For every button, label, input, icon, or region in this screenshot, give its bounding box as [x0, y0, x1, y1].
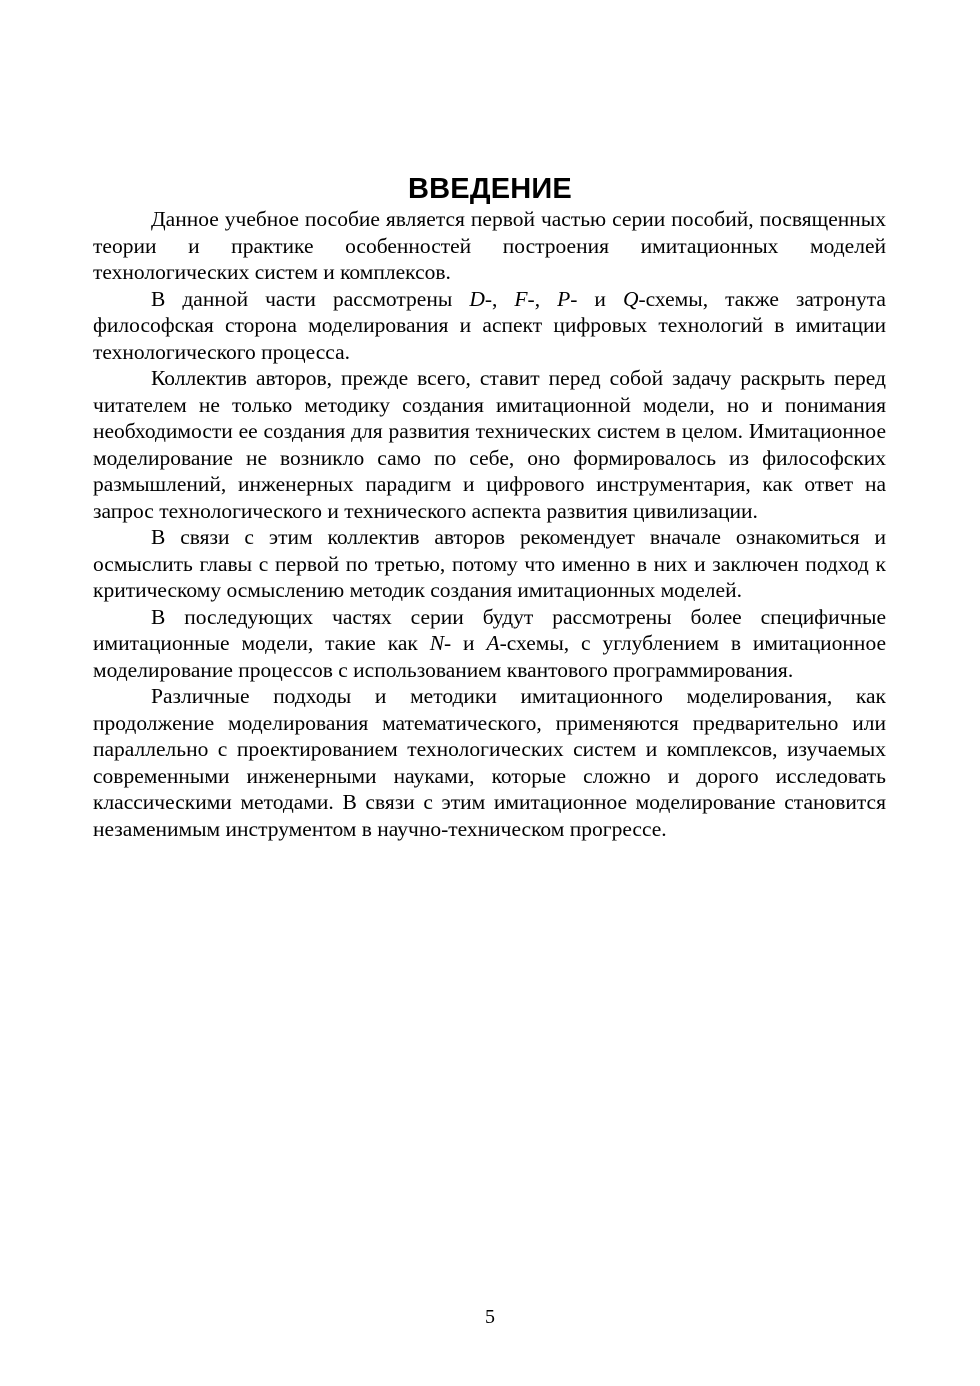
paragraph-2-lead: В данной части рассмотрены: [151, 286, 470, 311]
scheme-d: D: [469, 286, 485, 311]
paragraph-5-sep-1: - и: [444, 631, 487, 655]
paragraph-5-tail: -схемы, с углублением в имитационное моделирование процессов с использованием квантового программирования.: [93, 631, 886, 682]
paragraph-2: [93, 286, 886, 366]
paragraph-2-tail: -схемы, также затронута философская сторона моделирования и аспект цифровых технологий в имитации технологического процесса.: [93, 286, 886, 364]
scheme-f: F: [514, 286, 528, 311]
scheme-q: Q: [622, 286, 639, 311]
page-number: 5: [485, 1306, 495, 1328]
paragraph-1: Данное учебное пособие является первой частью серии пособий, посвященных теории и практике особенностей построения имитационных моделей технологических систем и комплексов.: [93, 207, 886, 284]
paragraph-3: Коллектив авторов, прежде всего, ставит перед собой задачу раскрыть перед читателем не только методику создания имитационной модели, но и понимания необходимости ее создания для развития технических систем в целом. Имитационное моделирование не возникло само по себе, оно формировалось из философских размышлений, инженерных парадигм и цифрового инструментария, как ответ на запрос технологического и технического аспекта развития цивилизации.: [93, 366, 886, 523]
scheme-a: A: [486, 631, 500, 655]
paragraph-2-sep-3: - и: [570, 286, 623, 311]
page-title: ВВЕДЕНИЕ: [408, 173, 572, 206]
paragraph-2-sep-2: -,: [527, 286, 558, 311]
paragraph-5-lead: В последующих частях серии будут рассмотрены более специфичные имитационные модели, такие как: [93, 604, 886, 655]
paragraph-6: Различные подходы и методики имитационного моделирования, как продолжение моделирования математического, применяются предварительно или параллельно с проектированием технологических систем и комплексов, изучаемых современными инженерными науками, которые сложно и дорого исследовать классическими методами. В связи с этим имитационное моделирование становится незаменимым инструментом в научно-техническом прогрессе.: [93, 684, 886, 841]
scheme-n: N: [429, 631, 445, 655]
scheme-p: P: [557, 286, 571, 311]
paragraph-4: В связи с этим коллектив авторов рекомендует вначале ознакомиться и осмыслить главы с первой по третью, потому что именно в них и заключен подход к критическому осмыслению методик создания имитационных моделей.: [93, 525, 886, 602]
body-text: [93, 206, 886, 842]
paragraph-2-sep-1: -,: [484, 286, 515, 311]
paragraph-5: [93, 604, 886, 684]
